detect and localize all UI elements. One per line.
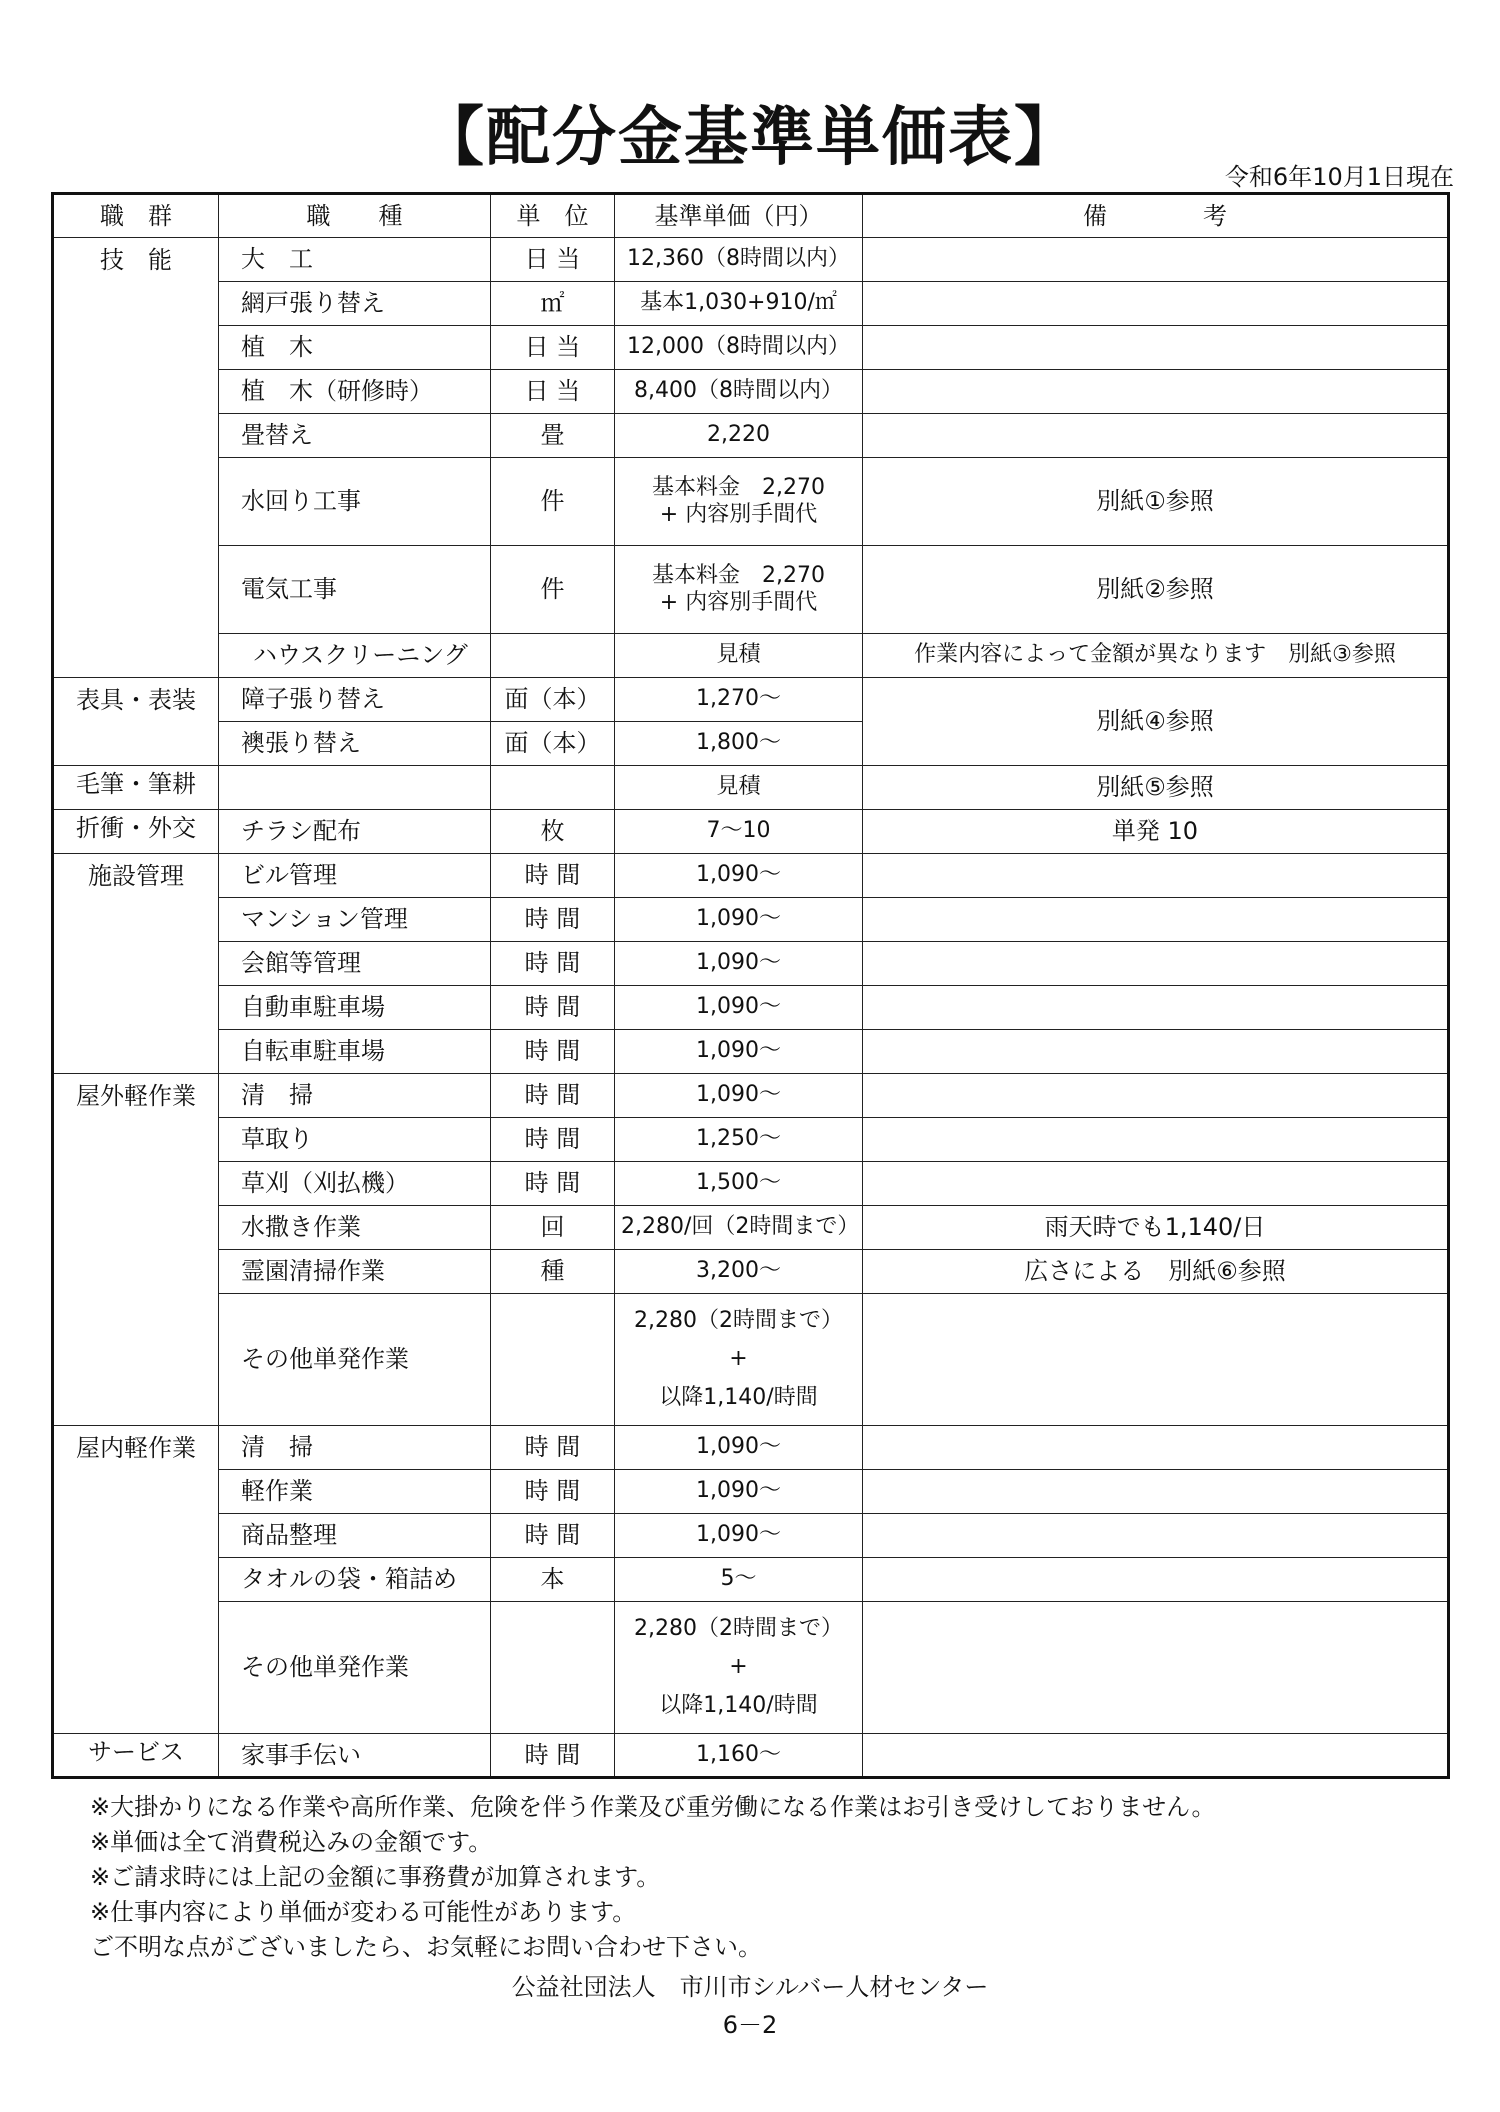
job-cell: 水回り工事: [219, 458, 491, 546]
table-row: [53, 810, 1449, 854]
job-cell: 会館等管理: [219, 942, 491, 986]
unit-cell: 日 当: [491, 370, 615, 414]
price-line: 2,280（2時間まで）: [634, 1307, 843, 1333]
table-row: [53, 326, 1449, 370]
footnote-line: ※単価は全て消費税込みの金額です。: [90, 1828, 493, 1856]
price-cell: 2,220: [615, 414, 863, 458]
page-title: 【配分金基準単価表】: [420, 101, 1080, 175]
group-cell: 技 能: [53, 238, 219, 678]
unit-cell: 時 間: [491, 898, 615, 942]
table-row: [53, 282, 1449, 326]
price-cell: [615, 1294, 863, 1426]
note-cell: [863, 238, 1449, 282]
price-cell: 1,090〜: [615, 1470, 863, 1514]
header-group: 職 群: [53, 194, 219, 238]
job-cell: 障子張り替え: [219, 678, 491, 722]
group-cell: 屋外軽作業: [53, 1074, 219, 1426]
note-cell: 別紙②参照: [863, 546, 1449, 634]
table-row: [53, 854, 1449, 898]
table-row: [53, 634, 1449, 678]
note-cell: [863, 1118, 1449, 1162]
job-cell: 軽作業: [219, 1470, 491, 1514]
unit-cell: 回: [491, 1206, 615, 1250]
job-cell: マンション管理: [219, 898, 491, 942]
job-cell: 霊園清掃作業: [219, 1250, 491, 1294]
price-cell: 基本1,030+910/㎡: [615, 282, 863, 326]
note-cell: 作業内容によって金額が異なります 別紙③参照: [863, 634, 1449, 678]
price-cell: 1,090〜: [615, 854, 863, 898]
note-cell: [863, 282, 1449, 326]
price-cell: [615, 1602, 863, 1734]
unit-cell: 時 間: [491, 1074, 615, 1118]
footnote-line: ※大掛かりになる作業や高所作業、危険を伴う作業及び重労働になる作業はお引き受けしておりません。: [90, 1793, 1216, 1821]
table-row: [53, 1250, 1449, 1294]
note-cell: [863, 1734, 1449, 1778]
note-cell: 別紙④参照: [863, 678, 1449, 766]
table-header-row: [53, 194, 1449, 238]
unit-cell: 枚: [491, 810, 615, 854]
organization-name: 公益社団法人 市川市シルバー人材センター: [511, 1973, 989, 2001]
table-row: [53, 458, 1449, 546]
table-row: [53, 1514, 1449, 1558]
job-cell: その他単発作業: [219, 1294, 491, 1426]
unit-cell: 時 間: [491, 1030, 615, 1074]
table-row: [53, 766, 1449, 810]
unit-cell: 種: [491, 1250, 615, 1294]
group-cell: 屋内軽作業: [53, 1426, 219, 1734]
price-line: 以降1,140/時間: [659, 1692, 818, 1718]
price-cell: 1,090〜: [615, 1514, 863, 1558]
note-cell: [863, 1426, 1449, 1470]
unit-cell: 件: [491, 458, 615, 546]
job-cell: 自転車駐車場: [219, 1030, 491, 1074]
note-cell: 別紙⑤参照: [863, 766, 1449, 810]
price-cell: 3,200〜: [615, 1250, 863, 1294]
note-cell: [863, 1030, 1449, 1074]
table-row: [53, 986, 1449, 1030]
unit-cell: [491, 1602, 615, 1734]
note-cell: [863, 1602, 1449, 1734]
price-cell: 1,250〜: [615, 1118, 863, 1162]
unit-cell: 時 間: [491, 942, 615, 986]
unit-cell: 時 間: [491, 1426, 615, 1470]
unit-cell: 時 間: [491, 1470, 615, 1514]
footnotes: [90, 1790, 1216, 1965]
job-cell: 大 工: [219, 238, 491, 282]
price-cell: 1,090〜: [615, 942, 863, 986]
note-cell: 単発 10: [863, 810, 1449, 854]
unit-cell: 面（本）: [491, 722, 615, 766]
price-cell: 1,090〜: [615, 898, 863, 942]
job-cell: 家事手伝い: [219, 1734, 491, 1778]
note-cell: [863, 986, 1449, 1030]
unit-cell: 日 当: [491, 326, 615, 370]
price-cell: 1,090〜: [615, 1030, 863, 1074]
price-cell: 1,500〜: [615, 1162, 863, 1206]
unit-cell: 件: [491, 546, 615, 634]
unit-cell: 時 間: [491, 854, 615, 898]
note-cell: [863, 1470, 1449, 1514]
as-of-date: 令和6年10月1日現在: [1224, 163, 1454, 191]
footnote-line: ご不明な点がございましたら、お気軽にお問い合わせ下さい。: [90, 1933, 762, 1961]
table-row: [53, 238, 1449, 282]
job-cell: 電気工事: [219, 546, 491, 634]
group-cell: サービス: [53, 1734, 219, 1778]
price-cell: 1,800〜: [615, 722, 863, 766]
table-row: [53, 1602, 1449, 1734]
note-cell: [863, 1294, 1449, 1426]
unit-cell: [491, 1294, 615, 1426]
group-cell: 施設管理: [53, 854, 219, 1074]
price-cell: 8,400（8時間以内）: [615, 370, 863, 414]
price-cell: 1,160〜: [615, 1734, 863, 1778]
note-cell: [863, 414, 1449, 458]
price-cell: 12,360（8時間以内）: [615, 238, 863, 282]
table-row: [53, 1734, 1449, 1778]
table-row: [53, 1074, 1449, 1118]
table-row: [53, 414, 1449, 458]
job-cell: 草刈（刈払機）: [219, 1162, 491, 1206]
price-line: +: [729, 1654, 748, 1680]
table-row: [53, 1294, 1449, 1426]
job-cell: 清 掃: [219, 1426, 491, 1470]
note-cell: [863, 1162, 1449, 1206]
unit-cell: [491, 766, 615, 810]
price-cell: 見積: [615, 634, 863, 678]
job-cell: 植 木: [219, 326, 491, 370]
job-cell: 清 掃: [219, 1074, 491, 1118]
price-line: +: [729, 1346, 748, 1372]
unit-cell: 面（本）: [491, 678, 615, 722]
unit-cell: 畳: [491, 414, 615, 458]
table-row: [53, 1558, 1449, 1602]
unit-cell: 日 当: [491, 238, 615, 282]
note-cell: [863, 1074, 1449, 1118]
price-table: [51, 192, 1450, 1779]
header-note: 備 考: [863, 194, 1449, 238]
price-cell: 1,270〜: [615, 678, 863, 722]
job-cell: 水撒き作業: [219, 1206, 491, 1250]
header-unit: 単 位: [491, 194, 615, 238]
price-cell: 5〜: [615, 1558, 863, 1602]
note-cell: [863, 370, 1449, 414]
table-row: [53, 898, 1449, 942]
unit-cell: 時 間: [491, 1118, 615, 1162]
header-price: 基準単価（円）: [615, 194, 863, 238]
price-cell: 1,090〜: [615, 1074, 863, 1118]
table-row: [53, 546, 1449, 634]
job-cell: ハウスクリーニング: [219, 634, 491, 678]
note-cell: [863, 898, 1449, 942]
footnote-line: ※ご請求時には上記の金額に事務費が加算されます。: [90, 1863, 661, 1891]
price-line: + 内容別手間代: [659, 589, 818, 615]
table-row: [53, 1030, 1449, 1074]
note-cell: [863, 326, 1449, 370]
table-row: [53, 370, 1449, 414]
job-cell: チラシ配布: [219, 810, 491, 854]
job-cell: ビル管理: [219, 854, 491, 898]
note-cell: [863, 1558, 1449, 1602]
table-row: [53, 942, 1449, 986]
unit-cell: 時 間: [491, 1162, 615, 1206]
table-row: [53, 678, 1449, 722]
price-cell: 12,000（8時間以内）: [615, 326, 863, 370]
price-line: 以降1,140/時間: [659, 1384, 818, 1410]
job-cell: 襖張り替え: [219, 722, 491, 766]
note-cell: 雨天時でも1,140/日: [863, 1206, 1449, 1250]
price-cell: [615, 458, 863, 546]
price-cell: 7〜10: [615, 810, 863, 854]
unit-cell: 時 間: [491, 1514, 615, 1558]
footnote-line: ※仕事内容により単価が変わる可能性があります。: [90, 1898, 637, 1926]
job-cell: タオルの袋・箱詰め: [219, 1558, 491, 1602]
price-line: 基本料金 2,270: [652, 563, 825, 589]
job-cell: 草取り: [219, 1118, 491, 1162]
group-cell: 折衝・外交: [53, 810, 219, 854]
job-cell: 自動車駐車場: [219, 986, 491, 1030]
price-line: 基本料金 2,270: [652, 475, 825, 501]
group-cell: 表具・表装: [53, 678, 219, 766]
note-cell: [863, 854, 1449, 898]
unit-cell: [491, 634, 615, 678]
table-row: [53, 1426, 1449, 1470]
table-row: [53, 1470, 1449, 1514]
job-cell: [219, 766, 491, 810]
price-cell: 見積: [615, 766, 863, 810]
price-cell: 1,090〜: [615, 986, 863, 1030]
note-cell: [863, 942, 1449, 986]
price-line: 2,280（2時間まで）: [634, 1615, 843, 1641]
note-cell: 別紙①参照: [863, 458, 1449, 546]
note-cell: [863, 1514, 1449, 1558]
job-cell: 網戸張り替え: [219, 282, 491, 326]
table-row: [53, 1206, 1449, 1250]
unit-cell: 本: [491, 1558, 615, 1602]
page-number: 6－2: [722, 2011, 778, 2039]
table-row: [53, 1162, 1449, 1206]
job-cell: 畳替え: [219, 414, 491, 458]
price-cell: [615, 546, 863, 634]
unit-cell: ㎡: [491, 282, 615, 326]
group-cell: 毛筆・筆耕: [53, 766, 219, 810]
table-row: [53, 1118, 1449, 1162]
header-job: 職 種: [219, 194, 491, 238]
job-cell: その他単発作業: [219, 1602, 491, 1734]
price-cell: 1,090〜: [615, 1426, 863, 1470]
unit-cell: 時 間: [491, 1734, 615, 1778]
price-line: + 内容別手間代: [659, 501, 818, 527]
unit-cell: 時 間: [491, 986, 615, 1030]
job-cell: 商品整理: [219, 1514, 491, 1558]
price-cell: 2,280/回（2時間まで）: [615, 1206, 863, 1250]
note-cell: 広さによる 別紙⑥参照: [863, 1250, 1449, 1294]
job-cell: 植 木（研修時）: [219, 370, 491, 414]
